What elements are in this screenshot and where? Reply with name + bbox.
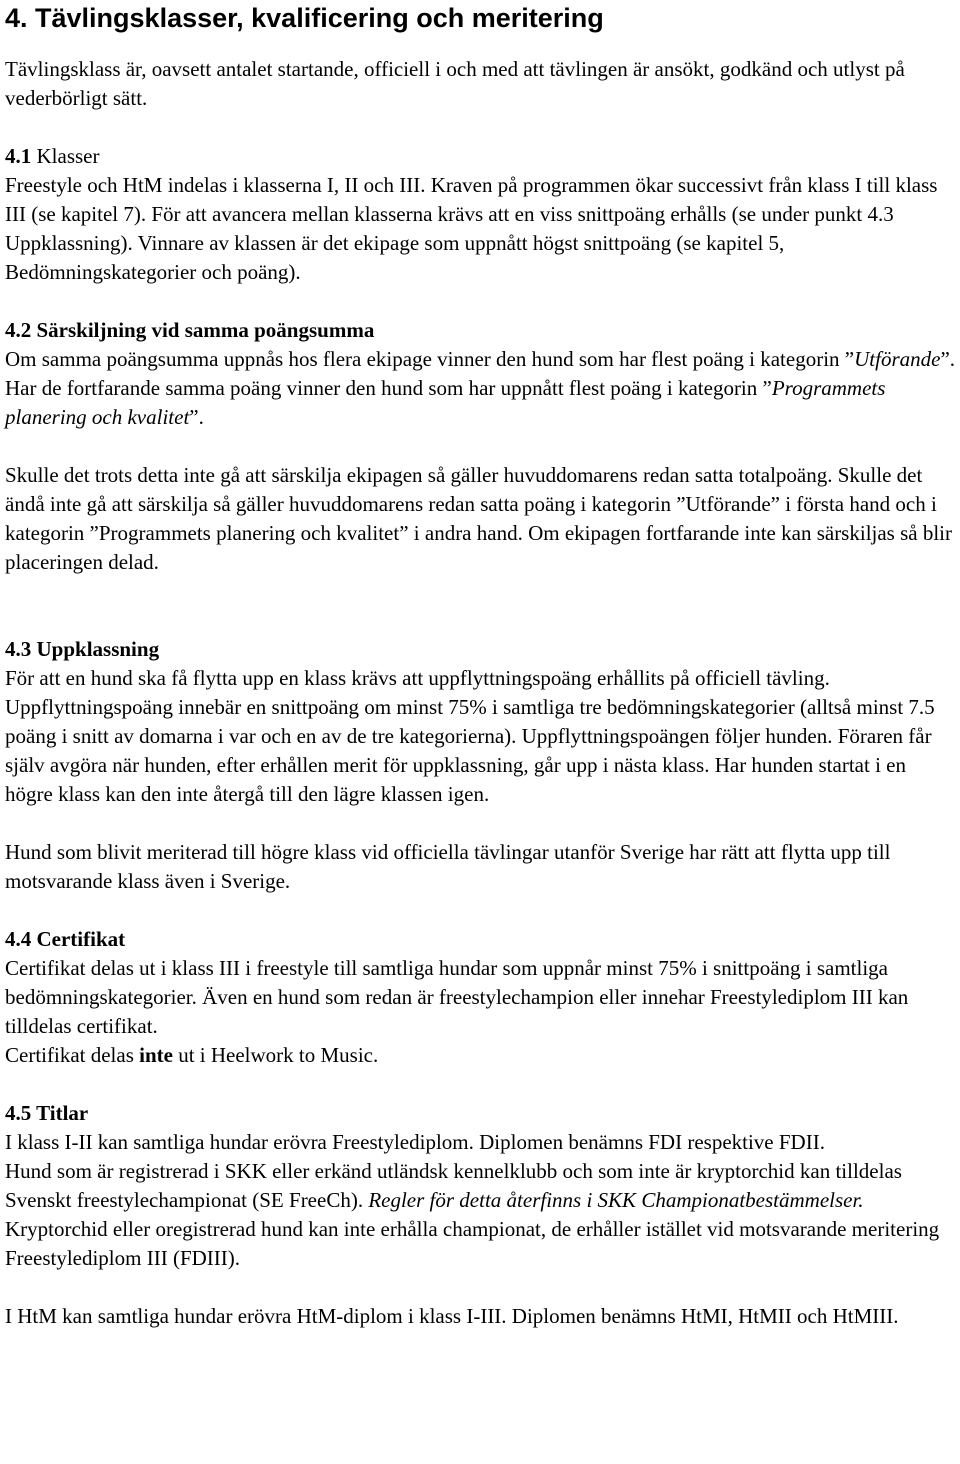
spacer (5, 1273, 958, 1302)
spacer (5, 577, 958, 635)
italic-term: Regler för detta återfinns i SKK Championatbestämmelser. (368, 1188, 864, 1212)
spacer (5, 896, 958, 925)
section-heading (5, 142, 958, 171)
section-paragraph: I klass I-II kan samtliga hundar erövra Freestylediplom. Diplomen benämns FDI respektive FDII. (5, 1130, 825, 1154)
text-run: Certifikat delas (5, 1043, 140, 1067)
section-title: Klasser (31, 144, 100, 168)
section-4-2 (5, 316, 958, 577)
section-paragraph: Skulle det trots detta inte gå att särskilja ekipagen så gäller huvuddomarens redan satta totalpoäng. Skulle det ändå inte gå att särskilja så gäller huvuddomarens redan satta poäng i kategorin ”Utförande” i första hand och i kategorin ”Programmets planering och kvalitet” i andra hand. Om ekipagen fortfarande inte kan särskiljas så blir placeringen delad. (5, 463, 953, 574)
section-paragraph: Freestyle och HtM indelas i klasserna I, II och III. Kraven på programmen ökar successivt från klass I till klass III (se kapitel 7). För att avancera mellan klasserna krävs att en viss snittpoäng erhålls (se under punkt 4.3 Uppklassning). Vinnare av klassen är det ekipage som uppnått högst snittpoäng (se kapitel 5, Bedömningskategorier och poäng). (5, 173, 938, 284)
page-title: 4. Tävlingsklasser, kvalificering och meritering (5, 3, 604, 33)
section-number: 4.4 (5, 927, 32, 951)
spacer (5, 1070, 958, 1099)
text-run: ”. (189, 405, 204, 429)
section-paragraph (5, 1157, 958, 1215)
section-heading (5, 1099, 958, 1128)
spacer (5, 432, 958, 461)
section-4-1 (5, 142, 958, 287)
section-heading (5, 316, 958, 345)
section-number: 4.5 (5, 1101, 32, 1125)
section-paragraph: För att en hund ska få flytta upp en klass krävs att uppflyttningspoäng erhållits på officiell tävling. Uppflyttningspoäng innebär en snittpoäng om minst 75% i samtliga tre bedömningskategorier (alltså minst 7.5 poäng i snitt av domarna i var och en av de tre kategorierna). Uppflyttningspoängen följer hunden. Föraren får själv avgöra när hunden, efter erhållen merit för uppklassning, går upp i nästa klass. Har hunden startat i en högre klass kan den inte återgå till den lägre klassen igen. (5, 666, 935, 806)
section-paragraph: Certifikat delas ut i klass III i freestyle till samtliga hundar som uppnår minst 75% i snittpoäng i samtliga bedömningskategorier. Även en hund som redan är freestylechampion eller innehar Freestylediplom III kan tilldelas certifikat. (5, 956, 909, 1038)
section-4-5 (5, 1099, 958, 1331)
section-number: 4.3 (5, 637, 32, 661)
text-run: ut i Heelwork to Music. (172, 1043, 379, 1067)
spacer (5, 113, 958, 142)
section-title: Uppklassning (31, 637, 160, 661)
section-4-4 (5, 925, 958, 1070)
section-paragraph: Kryptorchid eller oregistrerad hund kan inte erhålla championat, de erhåller istället vid motsvarande meritering Freestylediplom III (FDIII). (5, 1217, 940, 1270)
section-title: Certifikat (31, 927, 126, 951)
intro-paragraph: Tävlingsklass är, oavsett antalet startande, officiell i och med att tävlingen är ansökt, godkänd och utlyst på vederbörligt sätt. (5, 57, 905, 110)
spacer (5, 809, 958, 838)
section-title: Titlar (31, 1101, 89, 1125)
spacer (5, 287, 958, 316)
italic-term: Programmets planering och kvalitet (5, 376, 886, 429)
section-4-3 (5, 635, 958, 896)
section-paragraph (5, 1041, 958, 1070)
text-run: Hund som är registrerad i SKK eller erkänd utländsk kennelklubb och som inte är kryptorchid kan tilldelas Svenskt freestylechampionat (SE FreeCh). (5, 1159, 902, 1212)
section-heading (5, 635, 958, 664)
section-paragraph (5, 345, 958, 432)
section-paragraph: Hund som blivit meriterad till högre klass vid officiella tävlingar utanför Sverige har rätt att flytta upp till motsvarande klass även i Sverige. (5, 840, 891, 893)
text-run: Om samma poängsumma uppnås hos flera ekipage vinner den hund som har flest poäng i kategorin ” (5, 347, 855, 371)
section-paragraph: I HtM kan samtliga hundar erövra HtM-diplom i klass I-III. Diplomen benämns HtMI, HtMII och HtMIII. (5, 1304, 899, 1328)
section-title: Särskiljning vid samma poängsumma (31, 318, 375, 342)
section-number: 4.2 (5, 318, 32, 342)
section-heading (5, 925, 958, 954)
italic-term: Utförande (854, 347, 941, 371)
bold-term: inte (139, 1043, 173, 1067)
section-number: 4.1 (5, 144, 32, 168)
text-run: ”. Har de fortfarande samma poäng vinner den hund som har uppnått flest poäng i kategorin ” (5, 347, 956, 400)
